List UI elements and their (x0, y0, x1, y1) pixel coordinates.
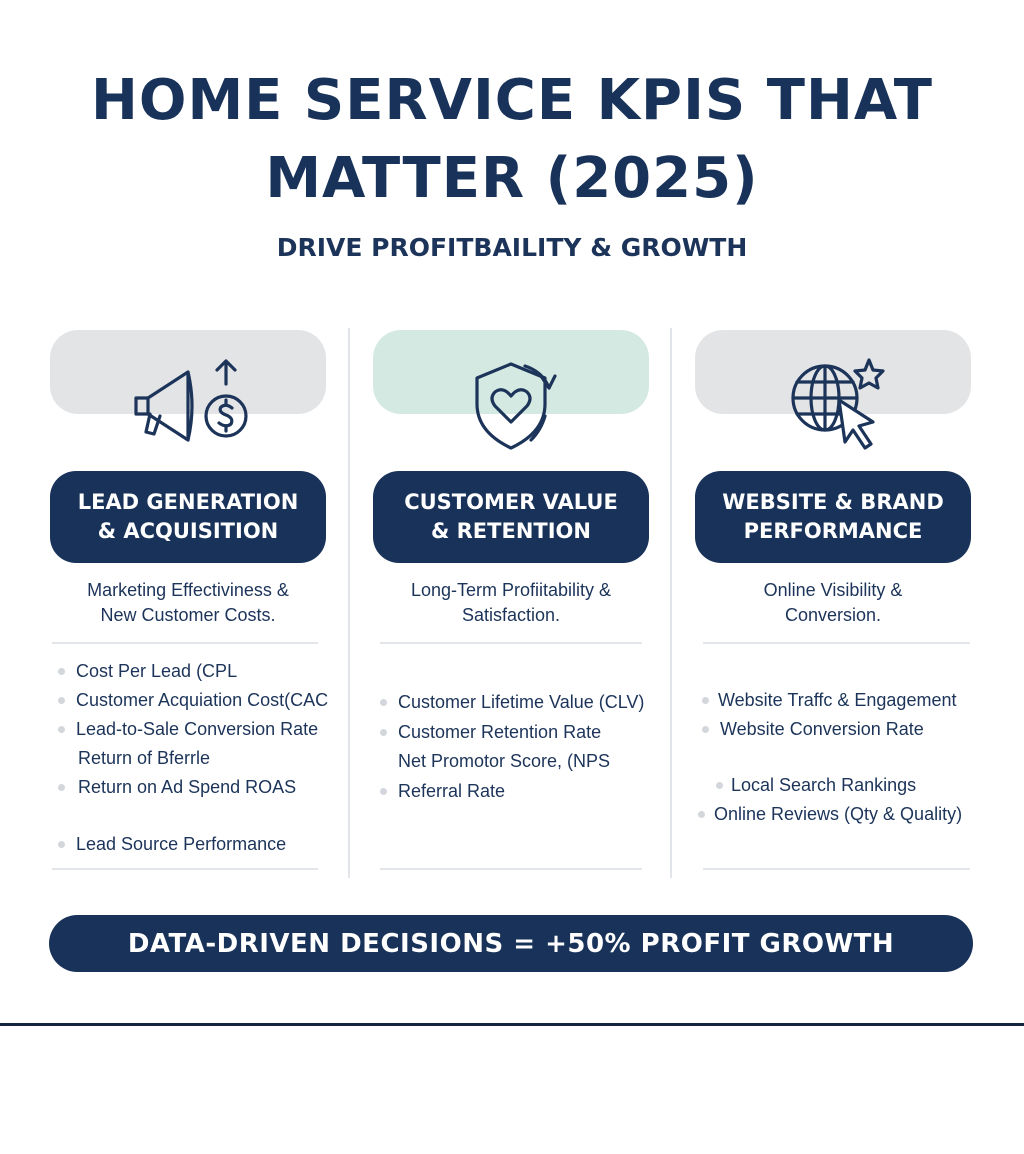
kpi-label: Online Reviews (Qty & Quality) (714, 804, 963, 824)
kpi-label: Return on Ad Spend ROAS (78, 777, 297, 797)
kpi-label: Customer Acquiation Cost(CAC (76, 690, 329, 710)
bullet (716, 782, 723, 789)
category-description-line-1: Long-Term Profiitability & (410, 580, 612, 600)
category-description (50, 578, 326, 628)
divider-line (380, 642, 642, 644)
category-description (373, 578, 649, 628)
category-header-line-1: CUSTOMER VALUE (404, 490, 618, 514)
bottom-rule (0, 1023, 1024, 1026)
bullet (58, 841, 65, 848)
category-description-line-2: New Customer Costs. (100, 605, 276, 625)
category-description-line-1: Marketing Effectiviness & (87, 580, 289, 600)
category-header (50, 471, 326, 563)
kpi-label: Website Conversion Rate (720, 719, 924, 739)
globe-cursor-star-icon (773, 356, 893, 452)
bullet (380, 729, 387, 736)
divider-line (380, 868, 642, 870)
kpi-label: Lead-to-Sale Conversion Rate (76, 719, 319, 739)
category-header-line-2: PERFORMANCE (743, 519, 923, 543)
category-description-line-1: Online Visibility & (763, 580, 903, 600)
megaphone-dollar-icon (128, 356, 248, 452)
kpi-column-customer-value (373, 330, 649, 890)
bullet (58, 668, 65, 675)
bullet (58, 726, 65, 733)
kpi-label: Local Search Rankings (731, 775, 917, 795)
divider-line (703, 642, 970, 644)
page-title-line-1: HOME SERVICE KPIS THAT (90, 68, 934, 133)
bullet (58, 784, 65, 791)
category-header-line-2: & RETENTION (431, 519, 591, 543)
divider-line (52, 642, 318, 644)
bullet (702, 726, 709, 733)
shield-heart-icon (451, 356, 571, 452)
bullet (380, 699, 387, 706)
divider-line (52, 868, 318, 870)
bullet (58, 697, 65, 704)
page-title (40, 62, 984, 218)
page-subtitle: DRIVE PROFITBAILITY & GROWTH (276, 233, 748, 262)
category-header (373, 471, 649, 563)
divider-line (703, 868, 970, 870)
category-description-line-2: Conversion. (784, 605, 882, 625)
category-header-line-1: LEAD GENERATION (77, 490, 299, 514)
kpi-label: Net Promotor Score, (NPS (398, 751, 611, 771)
bullet (698, 811, 705, 818)
category-description-line-2: Satisfaction. (461, 605, 561, 625)
kpi-label: Cost Per Lead (CPL (76, 661, 238, 681)
bullet (702, 697, 709, 704)
page-title-line-2: MATTER (2025) (265, 146, 759, 211)
column-divider (348, 328, 350, 878)
category-header (695, 471, 971, 563)
category-header-line-1: WEBSITE & BRAND (722, 490, 944, 514)
category-header-line-2: & ACQUISITION (97, 519, 279, 543)
kpi-label: Customer Retention Rate (398, 722, 602, 742)
kpi-label: Return of Bferrle (78, 748, 211, 768)
footer-banner: DATA-DRIVEN DECISIONS = +50% PROFIT GROWTH (49, 915, 973, 972)
kpi-label: Customer Lifetime Value (CLV) (398, 692, 645, 712)
kpi-label: Website Traffc & Engagement (718, 690, 957, 710)
category-description (695, 578, 971, 628)
kpi-column-lead-generation (50, 330, 329, 890)
kpi-label: Lead Source Performance (76, 834, 287, 854)
bullet (380, 788, 387, 795)
column-divider (670, 328, 672, 878)
kpi-label: Referral Rate (398, 781, 506, 801)
